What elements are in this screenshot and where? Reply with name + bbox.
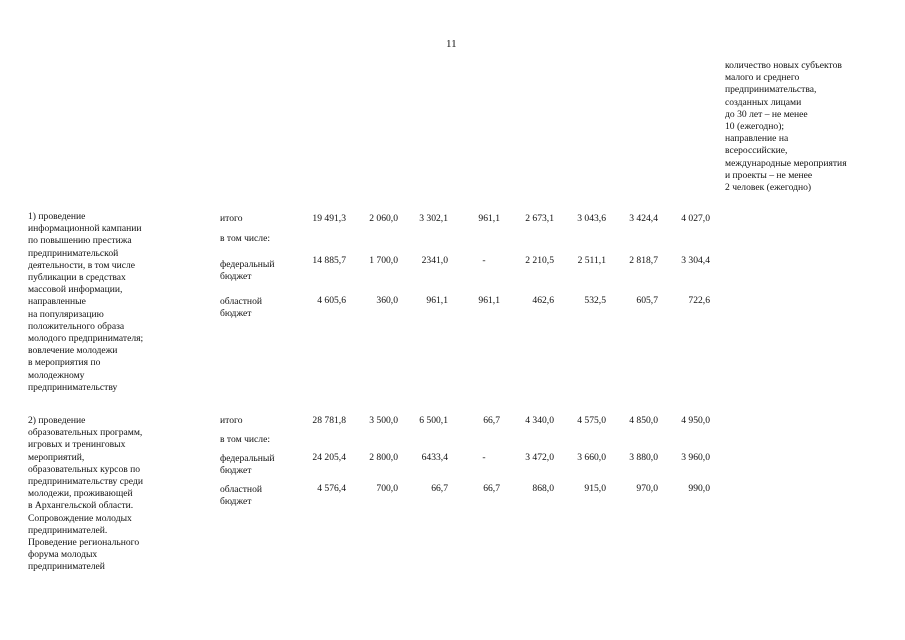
description-line: предпринимателей <box>28 561 105 573</box>
description-line: образовательных курсов по <box>28 463 141 475</box>
row-label-federal-2: бюджет <box>220 465 252 476</box>
activity-2-description <box>28 415 143 574</box>
value-cell: 961,1 <box>478 213 500 224</box>
row-label-regional-2: бюджет <box>220 308 252 319</box>
value-cell: 4 576,4 <box>317 483 346 494</box>
activity-1-description <box>28 211 143 394</box>
row-label-total: итого <box>220 213 243 224</box>
value-cell: 4 605,6 <box>317 295 346 306</box>
value-cell: 2 511,1 <box>577 255 606 266</box>
description-line: 1) проведение <box>28 211 86 222</box>
value-cell: 4 850,0 <box>629 415 658 426</box>
description-line: публикации в средствах <box>28 272 126 284</box>
row-label-regional-2: бюджет <box>220 496 252 507</box>
value-cell: 722,6 <box>688 295 710 306</box>
row-label-total: итого <box>220 415 243 426</box>
value-cell: 2341,0 <box>421 255 448 266</box>
value-cell: 360,0 <box>376 295 398 306</box>
description-line: Проведение регионального <box>28 537 140 549</box>
value-cell: 4 950,0 <box>681 415 710 426</box>
value-cell: 19 491,3 <box>312 213 346 224</box>
description-line: направленные <box>28 296 86 308</box>
indicator-line: созданных лицами <box>725 96 802 108</box>
value-cell: 462,6 <box>532 295 554 306</box>
value-cell: 66,7 <box>483 415 500 426</box>
value-cell: 2 060,0 <box>369 213 398 224</box>
value-cell: - <box>482 452 486 463</box>
description-line: Сопровождение молодых <box>28 512 132 524</box>
description-line: образовательных программ, <box>28 427 143 439</box>
indicator-line: 10 (ежегодно); <box>725 121 785 133</box>
value-cell: 990,0 <box>688 483 710 494</box>
value-cell: 3 302,1 <box>419 213 448 224</box>
row-label-including: в том числе: <box>220 434 271 445</box>
value-cell: 66,7 <box>431 483 448 494</box>
value-cell: 3 424,4 <box>629 213 658 224</box>
indicator-line: до 30 лет – не менее <box>725 108 808 120</box>
description-line: предпринимательству среди <box>28 476 143 488</box>
value-cell: 28 781,8 <box>312 415 346 426</box>
indicator-text <box>725 60 847 194</box>
value-cell: 24 205,4 <box>312 452 346 463</box>
description-line: игровых и тренинговых <box>28 439 126 451</box>
value-cell: 915,0 <box>584 483 606 494</box>
value-cell: 2 210,5 <box>525 255 554 266</box>
value-cell: 4 027,0 <box>681 213 710 224</box>
value-cell: 6 500,1 <box>419 415 448 426</box>
value-cell: 4 575,0 <box>577 415 606 426</box>
description-line: информационной кампании <box>28 223 142 235</box>
row-label-federal: федеральный <box>220 453 275 464</box>
indicator-line: 2 человек (ежегодно) <box>725 182 812 194</box>
value-cell: 14 885,7 <box>312 255 346 266</box>
row-label-regional: областной <box>220 296 263 307</box>
indicator-line: малого и среднего <box>725 72 800 84</box>
value-cell: 66,7 <box>483 483 500 494</box>
value-cell: 700,0 <box>376 483 398 494</box>
description-line: в Архангельской области. <box>28 500 134 512</box>
indicator-line: предпринимательства, <box>725 84 817 96</box>
value-cell: 3 043,6 <box>577 213 606 224</box>
description-line: молодежи, проживающей <box>28 488 133 500</box>
value-cell: 3 500,0 <box>369 415 398 426</box>
description-line: молодого предпринимателя; <box>28 333 144 345</box>
value-cell: 868,0 <box>532 483 554 494</box>
description-line: по повышению престижа <box>28 235 132 247</box>
description-line: предпринимателей. <box>28 524 108 536</box>
value-cell: 2 673,1 <box>525 213 554 224</box>
value-cell: 3 472,0 <box>525 452 554 463</box>
value-cell: 961,1 <box>426 295 448 306</box>
value-cell: 605,7 <box>636 295 658 306</box>
description-line: на популяризацию <box>28 308 104 320</box>
row-label-federal-2: бюджет <box>220 271 252 282</box>
row-label-regional: областной <box>220 484 263 495</box>
page-number: 11 <box>446 38 457 50</box>
value-cell: 532,5 <box>584 295 606 306</box>
description-line: вовлечение молодежи <box>28 345 118 357</box>
value-cell: 3 660,0 <box>577 452 606 463</box>
value-cell: 961,1 <box>478 295 500 306</box>
indicator-line: всероссийские, <box>725 145 788 157</box>
value-cell: 3 880,0 <box>629 452 658 463</box>
description-line: молодежному <box>28 369 85 381</box>
description-line: мероприятий, <box>28 451 85 463</box>
description-line: форума молодых <box>28 549 98 561</box>
value-cell: 4 340,0 <box>525 415 554 426</box>
value-cell: 6433,4 <box>421 452 448 463</box>
value-cell: 3 304,4 <box>681 255 710 266</box>
value-cell: 3 960,0 <box>681 452 710 463</box>
description-line: деятельности, в том числе <box>28 259 136 271</box>
description-line: положительного образа <box>28 320 125 332</box>
indicator-line: международные мероприятия <box>725 157 847 169</box>
row-label-including: в том числе: <box>220 233 271 244</box>
indicator-line: направление на <box>725 133 789 145</box>
value-cell: 2 818,7 <box>629 255 658 266</box>
description-line: массовой информации, <box>28 284 123 296</box>
description-line: предпринимательству <box>28 381 118 393</box>
row-label-federal: федеральный <box>220 259 275 270</box>
indicator-line: и проекты – не менее <box>725 169 813 181</box>
description-line: предпринимательской <box>28 247 119 259</box>
value-cell: - <box>482 255 486 266</box>
value-cell: 2 800,0 <box>369 452 398 463</box>
description-line: 2) проведение <box>28 415 86 426</box>
description-line: в мероприятия по <box>28 357 101 369</box>
value-cell: 1 700,0 <box>369 255 398 266</box>
indicator-line: количество новых субъектов <box>725 60 842 71</box>
value-cell: 970,0 <box>636 483 658 494</box>
